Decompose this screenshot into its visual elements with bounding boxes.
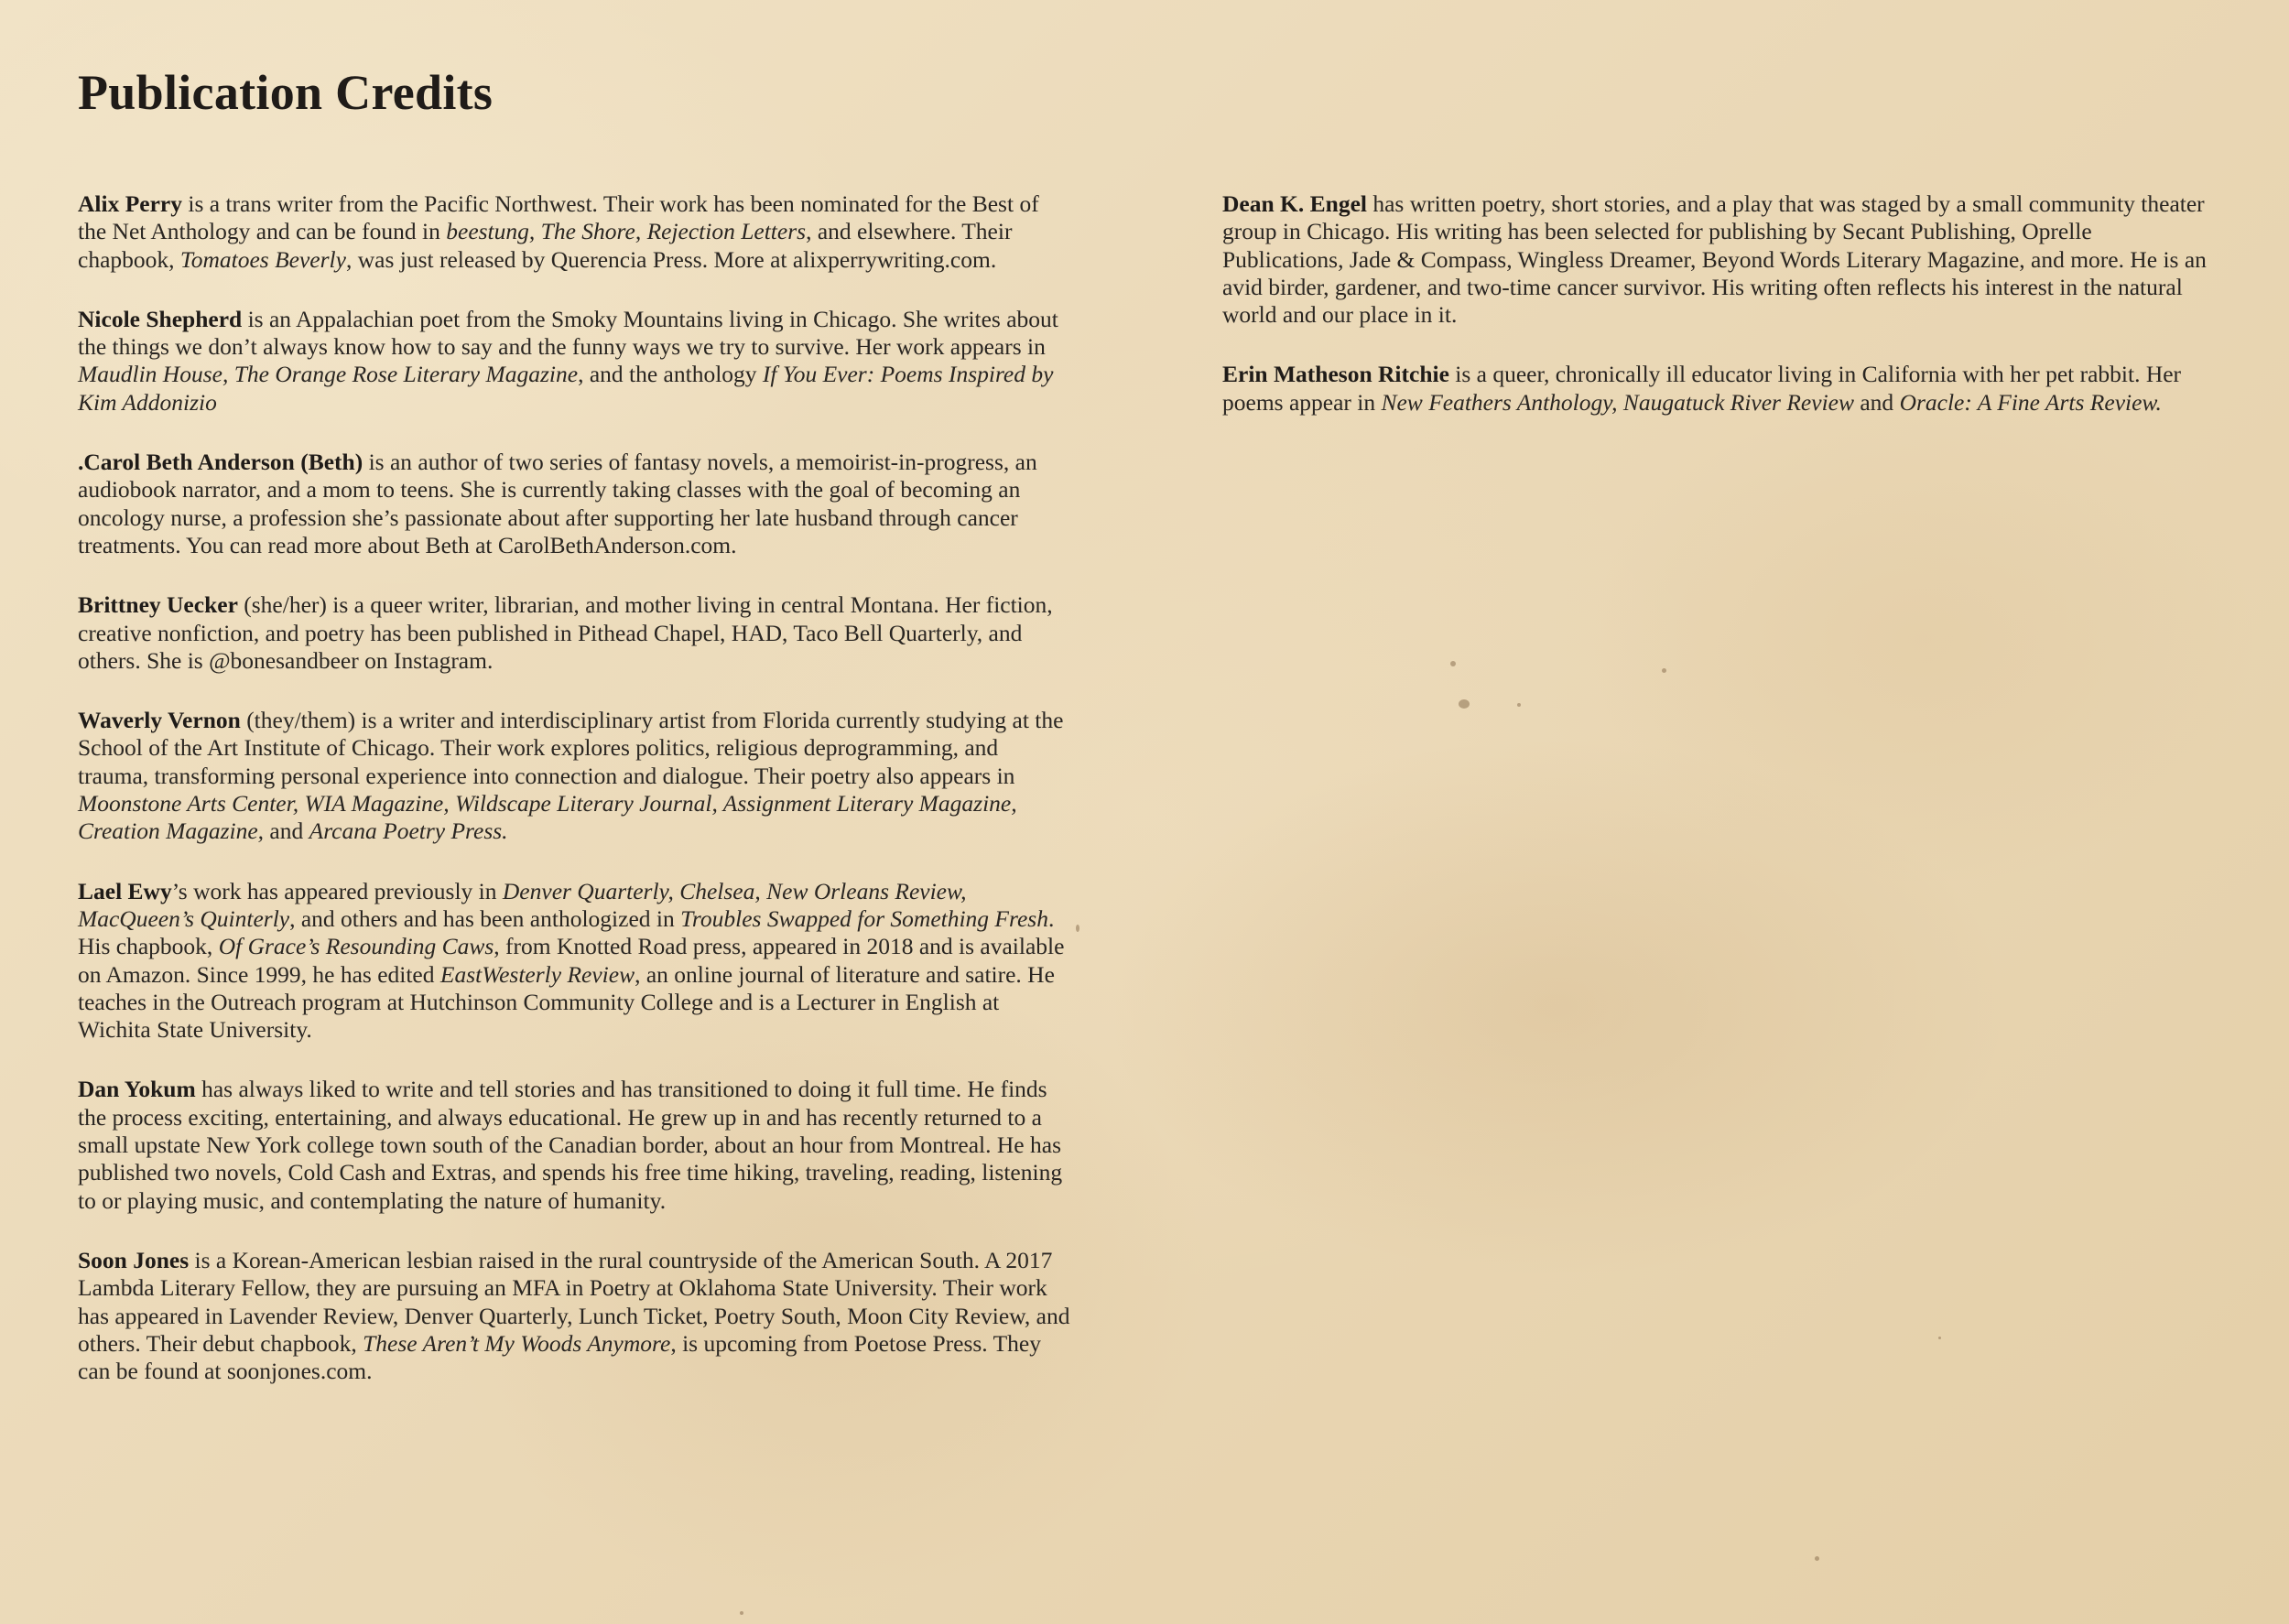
bio-text: , is upcoming from Poetose Press. They can be found at soonjones.com. xyxy=(78,1329,1041,1385)
bio-text: , and elsewhere. Their chapbook, xyxy=(78,218,1013,273)
contributor-bio xyxy=(78,1247,1071,1385)
publication-title: Arcana Poetry Press. xyxy=(309,817,508,845)
contributor-bio xyxy=(1222,361,2207,417)
publication-title: Maudlin House, The Orange Rose Literary Magazine xyxy=(78,361,579,388)
publication-title: Tomatoes Beverly xyxy=(179,245,346,273)
contributor-name: Lael Ewy xyxy=(78,877,172,904)
paper-speck xyxy=(740,1611,743,1615)
contributor-bio xyxy=(78,591,1071,675)
contributor-bio xyxy=(78,449,1071,559)
contributor-bio xyxy=(1222,190,2207,329)
bio-text: (they/them) is a writer and interdisciplinary artist from Florida currently studying at the School of the Art Institute of Chicago. Their work explores politics, religious deprogramming, and trauma, transforming personal experience into connection and dialogue. Their poetry also appears in xyxy=(78,707,1064,789)
publication-title: These Aren’t My Woods Anymore xyxy=(363,1329,671,1357)
paper-speck xyxy=(1076,925,1079,932)
paper-speck xyxy=(1938,1337,1941,1339)
right-column xyxy=(1222,190,2207,449)
bio-text: has always liked to write and tell stories and has transitioned to doing it full time. He finds the process exciting, entertaining, and always educational. He grew up in and has recently returned to a small upstate New York college town south of the Canadian border, about an hour from Montreal. He has published two novels, Cold Cash and Extras, and spends his free time hiking, traveling, reading, listening to or playing music, and contemplating the nature of humanity. xyxy=(78,1076,1063,1214)
contributor-name: Soon Jones xyxy=(78,1246,190,1273)
paper-speck xyxy=(1517,703,1521,707)
bio-text: . His chapbook, xyxy=(78,904,1055,960)
publication-title: Of Grace’s Resounding Caws xyxy=(218,933,494,960)
contributor-bio xyxy=(78,878,1071,1045)
bio-text: , from Knotted Road press, appeared in 2018 and is available on Amazon. Since 1999, he has edited xyxy=(78,933,1065,988)
publication-title: If You Ever: Poems Inspired by Kim Addonizio xyxy=(78,361,1054,416)
paper-speck xyxy=(1459,699,1470,709)
bio-text: , was just released by Querencia Press. More at alixperrywriting.com. xyxy=(345,245,997,273)
contributor-name: Dean K. Engel xyxy=(1222,190,1367,217)
publication-title: Oracle: A Fine Arts Review. xyxy=(1899,388,2162,416)
contributor-name: Erin Matheson Ritchie xyxy=(1222,361,1449,388)
contributor-name: .Carol Beth Anderson (Beth) xyxy=(78,449,363,476)
paper-speck xyxy=(1815,1556,1819,1561)
bio-text: is a Korean-American lesbian raised in the rural countryside of the American South. A 2017 Lambda Literary Fellow, they are pursuing an MFA in Poetry at Oklahoma State University. Their work has appeared in Lavender Review, Denver Quarterly, Lunch Ticket, Poetry South, Moon City Review, and others. Their debut chapbook, xyxy=(78,1246,1070,1357)
publication-title: Troubles Swapped for Something Fresh xyxy=(680,904,1048,932)
publication-title: EastWesterly Review xyxy=(439,960,635,988)
publication-title: Moonstone Arts Center, WIA Magazine, Wildscape Literary Journal, Assignment Literary Magazine, Creation Magazine, xyxy=(78,790,1017,845)
bio-text: , and the anthology xyxy=(578,361,763,388)
publication-title: New Feathers Anthology, Naugatuck River Review xyxy=(1381,388,1854,416)
page-title: Publication Credits xyxy=(78,65,494,120)
contributor-name: Waverly Vernon xyxy=(78,707,241,734)
contributor-bio xyxy=(78,190,1071,274)
bio-text: is an author of two series of fantasy novels, a memoirist-in-progress, an audiobook narrator, and a mom to teens. She is currently taking classes with the goal of becoming an oncology nurse, a profession she’s passionate about after supporting her late husband through cancer treatments. You can read more about Beth at CarolBethAnderson.com. xyxy=(78,449,1037,558)
paper-speck xyxy=(1450,661,1456,666)
bio-text: is a trans writer from the Pacific Northwest. Their work has been nominated for the Best of the Net Anthology and can be found in xyxy=(78,190,1039,245)
contributor-name: Alix Perry xyxy=(78,190,182,217)
bio-text: ’s work has appeared previously in xyxy=(171,877,503,904)
contributor-name: Dan Yokum xyxy=(78,1076,196,1103)
bio-text: , an online journal of literature and satire. He teaches in the Outreach program at Hutchinson Community College and is a Lecturer in English at Wichita State University. xyxy=(78,960,1055,1044)
bio-text: (she/her) is a queer writer, librarian, and mother living in central Montana. Her fiction, creative nonfiction, and poetry has been published in Pithead Chapel, HAD, Taco Bell Quarterly, and others. She is @bonesandbeer on Instagram. xyxy=(78,591,1053,674)
contributor-bio xyxy=(78,1076,1071,1214)
contributor-bio xyxy=(78,306,1071,417)
paper-speck xyxy=(1662,668,1666,673)
contributor-name: Nicole Shepherd xyxy=(78,305,243,332)
contributor-bio xyxy=(78,707,1071,845)
bio-text: is an Appalachian poet from the Smoky Mountains living in Chicago. She writes about the things we don’t always know how to say and the funny ways we try to survive. Her work appears in xyxy=(78,305,1058,361)
contributor-name: Brittney Uecker xyxy=(78,591,238,619)
bio-text: has written poetry, short stories, and a play that was staged by a small community theater group in Chicago. His writing has been selected for publishing by Secant Publishing, Oprelle Publications, Jade & Compass, Wingless Dreamer, Beyond Words Literary Magazine, and more. He is an avid birder, gardener, and two-time cancer survivor. His writing often reflects his interest in the natural world and our place in it. xyxy=(1222,190,2207,329)
bio-text: and xyxy=(1853,388,1900,416)
bio-text: is a queer, chronically ill educator living in California with her pet rabbit. Her poems appear in xyxy=(1222,361,2182,416)
publication-title: beestung, The Shore, Rejection Letters xyxy=(446,218,807,245)
bio-text: , and others and has been anthologized in xyxy=(289,904,681,932)
bio-text: and xyxy=(264,817,309,845)
publication-title: Denver Quarterly, Chelsea, New Orleans Review, MacQueen’s Quinterly xyxy=(78,877,967,932)
left-column xyxy=(78,190,1071,1417)
